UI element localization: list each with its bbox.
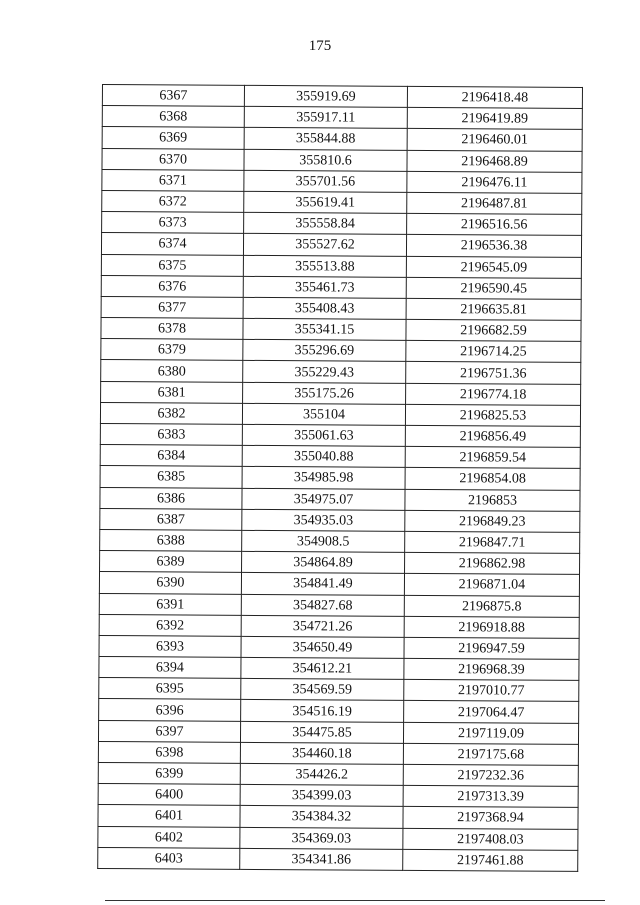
y-coordinate-cell: 2196487.81 — [407, 192, 582, 214]
y-coordinate-cell: 2196418.48 — [407, 86, 582, 108]
point-id-cell: 6380 — [101, 360, 243, 382]
x-coordinate-cell: 354985.98 — [242, 467, 405, 489]
point-id-cell: 6375 — [101, 254, 243, 276]
point-id-cell: 6390 — [99, 572, 241, 594]
table-row — [98, 826, 578, 850]
table-row — [98, 784, 578, 808]
x-coordinate-cell: 354341.86 — [240, 848, 403, 870]
table-row — [98, 847, 578, 871]
y-coordinate-cell: 2197175.68 — [403, 743, 578, 765]
x-coordinate-cell: 355061.63 — [242, 424, 405, 446]
y-coordinate-cell: 2196751.36 — [406, 362, 581, 384]
y-coordinate-cell: 2197232.36 — [403, 764, 578, 786]
point-id-cell: 6385 — [100, 466, 242, 488]
y-coordinate-cell: 2197064.47 — [404, 701, 579, 723]
point-id-cell: 6377 — [101, 296, 243, 318]
table-row — [100, 402, 580, 426]
y-coordinate-cell: 2197119.09 — [403, 722, 578, 744]
x-coordinate-cell: 355919.69 — [244, 85, 407, 107]
table-row — [101, 360, 581, 384]
x-coordinate-cell: 354841.49 — [241, 573, 404, 595]
point-id-cell: 6398 — [98, 741, 240, 763]
x-coordinate-cell: 355296.69 — [243, 340, 406, 362]
point-id-cell: 6370 — [102, 148, 244, 170]
x-coordinate-cell: 355175.26 — [243, 382, 406, 404]
table-row — [100, 487, 580, 511]
point-id-cell: 6379 — [101, 339, 243, 361]
point-id-cell: 6368 — [102, 106, 244, 128]
point-id-cell: 6389 — [100, 551, 242, 573]
x-coordinate-cell: 355917.11 — [244, 107, 407, 129]
y-coordinate-cell: 2196856.49 — [405, 425, 580, 447]
y-coordinate-cell: 2196853 — [405, 489, 580, 511]
x-coordinate-cell: 355040.88 — [242, 446, 405, 468]
y-coordinate-cell: 2197461.88 — [403, 849, 578, 871]
page-number: 175 — [308, 38, 332, 54]
x-coordinate-cell: 354864.89 — [242, 551, 405, 573]
x-coordinate-cell: 355527.62 — [243, 234, 406, 256]
point-id-cell: 6402 — [98, 826, 240, 848]
y-coordinate-cell: 2196871.04 — [404, 574, 579, 596]
table-row — [99, 657, 579, 681]
y-coordinate-cell: 2196682.59 — [406, 319, 581, 341]
table-row — [99, 699, 579, 723]
table-row — [100, 466, 580, 490]
table-row — [102, 212, 582, 236]
point-id-cell: 6397 — [98, 720, 240, 742]
table-row — [101, 339, 581, 363]
x-coordinate-cell: 355701.56 — [244, 170, 407, 192]
table-row — [102, 169, 582, 193]
coordinates-table-wrapper — [97, 84, 583, 872]
point-id-cell: 6392 — [99, 614, 241, 636]
point-id-cell: 6387 — [100, 508, 242, 530]
x-coordinate-cell: 354460.18 — [240, 742, 403, 764]
y-coordinate-cell: 2196854.08 — [405, 468, 580, 490]
y-coordinate-cell: 2196635.81 — [406, 298, 581, 320]
point-id-cell: 6382 — [100, 402, 242, 424]
y-coordinate-cell: 2196460.01 — [407, 129, 582, 151]
table-row — [102, 106, 582, 130]
table-row — [102, 85, 582, 109]
y-coordinate-cell: 2196847.71 — [405, 531, 580, 553]
x-coordinate-cell: 354935.03 — [242, 509, 405, 531]
x-coordinate-cell: 355461.73 — [243, 276, 406, 298]
point-id-cell: 6396 — [99, 699, 241, 721]
y-coordinate-cell: 2196859.54 — [405, 447, 580, 469]
table-row — [100, 551, 580, 575]
point-id-cell: 6394 — [99, 657, 241, 679]
x-coordinate-cell: 355619.41 — [244, 191, 407, 213]
x-coordinate-cell: 355844.88 — [244, 128, 407, 150]
table-row — [98, 762, 578, 786]
point-id-cell: 6401 — [98, 805, 240, 827]
table-row — [102, 127, 582, 151]
page-bottom-rule — [105, 900, 605, 901]
y-coordinate-cell: 2196947.59 — [404, 637, 579, 659]
x-coordinate-cell: 355810.6 — [244, 149, 407, 171]
y-coordinate-cell: 2196875.8 — [404, 595, 579, 617]
table-row — [101, 381, 581, 405]
point-id-cell: 6393 — [99, 635, 241, 657]
table-row — [100, 529, 580, 553]
point-id-cell: 6376 — [101, 275, 243, 297]
x-coordinate-cell: 354650.49 — [241, 636, 404, 658]
y-coordinate-cell: 2196516.56 — [407, 213, 582, 235]
table-row — [102, 148, 582, 172]
table-row — [99, 593, 579, 617]
table-row — [98, 720, 578, 744]
x-coordinate-cell: 354975.07 — [242, 488, 405, 510]
table-row — [100, 423, 580, 447]
x-coordinate-cell: 354612.21 — [241, 657, 404, 679]
table-row — [101, 318, 581, 342]
table-row — [101, 233, 581, 257]
y-coordinate-cell: 2196545.09 — [406, 256, 581, 278]
y-coordinate-cell: 2196918.88 — [404, 616, 579, 638]
table-row — [98, 741, 578, 765]
x-coordinate-cell: 355229.43 — [243, 361, 406, 383]
x-coordinate-cell: 354569.59 — [241, 679, 404, 701]
x-coordinate-cell: 354721.26 — [241, 615, 404, 637]
point-id-cell: 6395 — [99, 678, 241, 700]
y-coordinate-cell: 2196419.89 — [407, 108, 582, 130]
x-coordinate-cell: 354475.85 — [240, 721, 403, 743]
table-row — [101, 254, 581, 278]
table-row — [99, 614, 579, 638]
x-coordinate-cell: 354369.03 — [240, 827, 403, 849]
table-row — [100, 508, 580, 532]
point-id-cell: 6399 — [98, 762, 240, 784]
y-coordinate-cell: 2196536.38 — [406, 235, 581, 257]
y-coordinate-cell: 2196590.45 — [406, 277, 581, 299]
point-id-cell: 6367 — [102, 85, 244, 107]
y-coordinate-cell: 2197368.94 — [403, 807, 578, 829]
y-coordinate-cell: 2196825.53 — [405, 404, 580, 426]
x-coordinate-cell: 354908.5 — [242, 530, 405, 552]
y-coordinate-cell: 2196849.23 — [405, 510, 580, 532]
x-coordinate-cell: 355341.15 — [243, 318, 406, 340]
point-id-cell: 6388 — [100, 529, 242, 551]
point-id-cell: 6369 — [102, 127, 244, 149]
table-row — [101, 296, 581, 320]
table-row — [102, 190, 582, 214]
point-id-cell: 6386 — [100, 487, 242, 509]
point-id-cell: 6374 — [101, 233, 243, 255]
y-coordinate-cell: 2196774.18 — [406, 383, 581, 405]
point-id-cell: 6383 — [100, 423, 242, 445]
point-id-cell: 6372 — [102, 190, 244, 212]
table-row — [98, 805, 578, 829]
x-coordinate-cell: 355408.43 — [243, 297, 406, 319]
table-row — [99, 678, 579, 702]
point-id-cell: 6400 — [98, 784, 240, 806]
table-row — [99, 635, 579, 659]
y-coordinate-cell: 2197313.39 — [403, 786, 578, 808]
x-coordinate-cell: 355558.84 — [244, 212, 407, 234]
table-row — [99, 572, 579, 596]
table-row — [101, 275, 581, 299]
x-coordinate-cell: 355513.88 — [243, 255, 406, 277]
y-coordinate-cell: 2196968.39 — [404, 658, 579, 680]
y-coordinate-cell: 2196476.11 — [407, 171, 582, 193]
coordinates-table — [97, 84, 583, 872]
point-id-cell: 6381 — [101, 381, 243, 403]
table-row — [100, 445, 580, 469]
x-coordinate-cell: 354827.68 — [241, 594, 404, 616]
point-id-cell: 6371 — [102, 169, 244, 191]
y-coordinate-cell: 2196468.89 — [407, 150, 582, 172]
y-coordinate-cell: 2197408.03 — [403, 828, 578, 850]
x-coordinate-cell: 354399.03 — [240, 785, 403, 807]
point-id-cell: 6403 — [98, 847, 240, 869]
y-coordinate-cell: 2196862.98 — [405, 552, 580, 574]
y-coordinate-cell: 2197010.77 — [404, 680, 579, 702]
x-coordinate-cell: 355104 — [242, 403, 405, 425]
x-coordinate-cell: 354516.19 — [241, 700, 404, 722]
table-body — [98, 85, 583, 872]
point-id-cell: 6384 — [100, 445, 242, 467]
x-coordinate-cell: 354384.32 — [240, 806, 403, 828]
point-id-cell: 6378 — [101, 318, 243, 340]
point-id-cell: 6391 — [99, 593, 241, 615]
y-coordinate-cell: 2196714.25 — [406, 341, 581, 363]
point-id-cell: 6373 — [102, 212, 244, 234]
x-coordinate-cell: 354426.2 — [240, 763, 403, 785]
